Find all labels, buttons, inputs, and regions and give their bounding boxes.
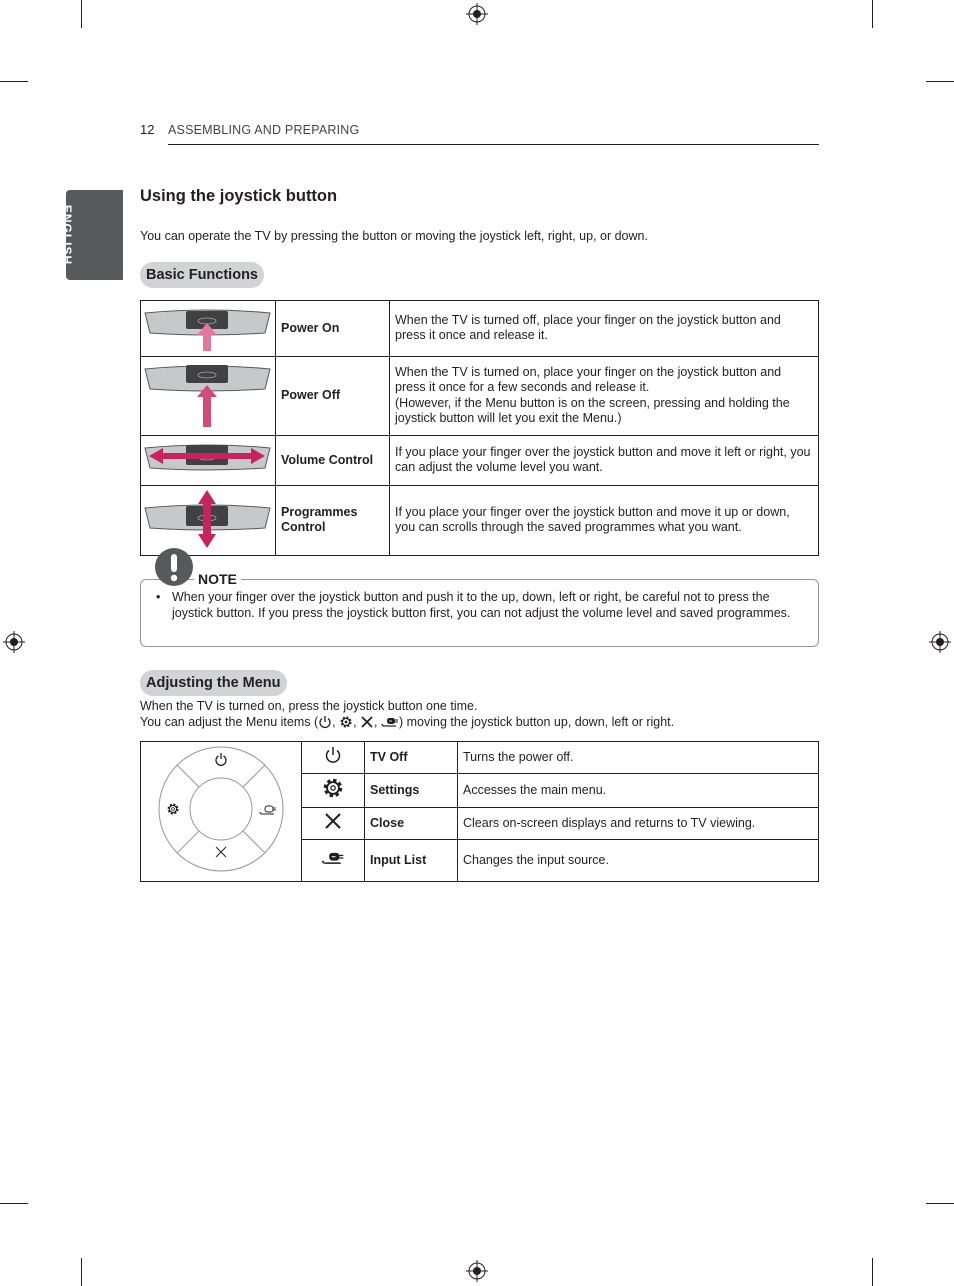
joystick-hold-icon xyxy=(141,357,274,431)
crop-mark xyxy=(0,1203,28,1204)
language-tab xyxy=(60,190,123,280)
crop-mark xyxy=(81,1258,82,1286)
menu-item-desc: Accesses the main menu. xyxy=(458,774,819,808)
function-desc-line: When the TV is turned on, place your finger on the joystick button and press it once for a few seconds and release it. xyxy=(395,364,782,395)
note-bullet: • xyxy=(156,590,161,604)
menu-item-desc: Clears on-screen displays and returns to TV viewing. xyxy=(458,808,819,840)
crop-mark xyxy=(926,81,954,82)
power-icon xyxy=(318,715,332,729)
menu-intro-suffix: ) moving the joystick button up, down, left or right. xyxy=(398,714,675,729)
crop-mark xyxy=(81,0,82,28)
gear-icon xyxy=(339,715,353,729)
registration-mark-icon xyxy=(929,631,951,653)
function-desc: If you place your finger over the joystick button and move it left or right, you can adjust the volume level you want. xyxy=(390,436,819,486)
gear-icon xyxy=(322,777,344,799)
registration-mark-icon xyxy=(466,3,488,25)
registration-mark-icon xyxy=(3,631,25,653)
menu-item-label: Input List xyxy=(365,840,458,882)
basic-functions-heading: Basic Functions xyxy=(140,262,264,288)
crop-mark xyxy=(872,0,873,28)
input-icon xyxy=(381,715,399,729)
section-title: ASSEMBLING AND PREPARING xyxy=(168,123,360,137)
menu-item-desc: Changes the input source. xyxy=(458,840,819,882)
function-desc-note: (However, if the Menu button is on the screen, pressing and holding the joystick button will let you exit the Menu.) xyxy=(395,395,790,426)
header-rule xyxy=(168,144,819,145)
joystick-up-down-icon xyxy=(141,486,274,551)
joystick-menu-wheel-icon xyxy=(156,744,286,874)
menu-icon-cell xyxy=(302,774,365,808)
menu-icon-cell xyxy=(302,742,365,774)
exclamation-icon xyxy=(154,547,194,587)
menu-item-label: TV Off xyxy=(365,742,458,774)
note-label: NOTE xyxy=(194,571,241,587)
joystick-illustration xyxy=(141,356,276,436)
menu-intro-prefix: You can adjust the Menu items ( xyxy=(140,714,319,729)
menu-item-desc: Turns the power off. xyxy=(458,742,819,774)
note-text: When your finger over the joystick button and push it to the up, down, left or right, be careful not to press the joystick button. If you press the joystick button first, you can not adjust the volume level and saved programmes. xyxy=(172,590,791,620)
menu-intro-line: You can adjust the Menu items ( , , , ) moving the joystick button up, down, left or right. xyxy=(140,714,675,729)
menu-icon-cell xyxy=(302,808,365,840)
input-icon xyxy=(321,849,345,867)
table-row xyxy=(141,301,819,357)
menu-item-label: Settings xyxy=(365,774,458,808)
close-icon xyxy=(360,715,374,729)
menu-item-label: Close xyxy=(365,808,458,840)
table-row xyxy=(141,485,819,556)
joystick-illustration xyxy=(141,301,276,357)
close-icon xyxy=(323,811,343,831)
crop-mark xyxy=(0,81,28,82)
menu-intro-line: When the TV is turned on, press the joystick button one time. xyxy=(140,699,478,713)
page-title: Using the joystick button xyxy=(140,187,338,205)
menu-items-table xyxy=(140,741,819,882)
registration-mark-icon xyxy=(466,1260,488,1282)
function-label: Programmes Control xyxy=(276,485,390,556)
page-number: 12 xyxy=(140,122,155,137)
table-row xyxy=(141,356,819,436)
function-desc: When the TV is turned off, place your finger on the joystick button and press it once and release it. xyxy=(390,301,819,357)
table-row xyxy=(141,436,819,486)
joystick-menu-diagram xyxy=(141,742,302,882)
crop-mark xyxy=(926,1203,954,1204)
menu-icon-cell xyxy=(302,840,365,882)
function-desc: If you place your finger over the joystick button and move it up or down, you can scrolls through the saved programmes what you want. xyxy=(390,485,819,556)
function-label: Power On xyxy=(276,301,390,357)
crop-mark xyxy=(872,1258,873,1286)
function-label: Volume Control xyxy=(276,436,390,486)
power-icon xyxy=(324,746,342,764)
function-desc xyxy=(390,356,819,436)
adjusting-menu-heading: Adjusting the Menu xyxy=(140,670,287,696)
basic-functions-table xyxy=(140,300,819,556)
joystick-left-right-icon xyxy=(141,436,274,480)
intro-text: You can operate the TV by pressing the button or moving the joystick left, right, up, or down. xyxy=(140,229,648,243)
function-label: Power Off xyxy=(276,356,390,436)
menu-intro xyxy=(140,699,674,730)
joystick-illustration xyxy=(141,436,276,486)
joystick-press-icon xyxy=(141,301,274,351)
language-tab-label: ENGLISH xyxy=(60,204,75,266)
joystick-illustration xyxy=(141,485,276,556)
table-row xyxy=(141,742,819,774)
